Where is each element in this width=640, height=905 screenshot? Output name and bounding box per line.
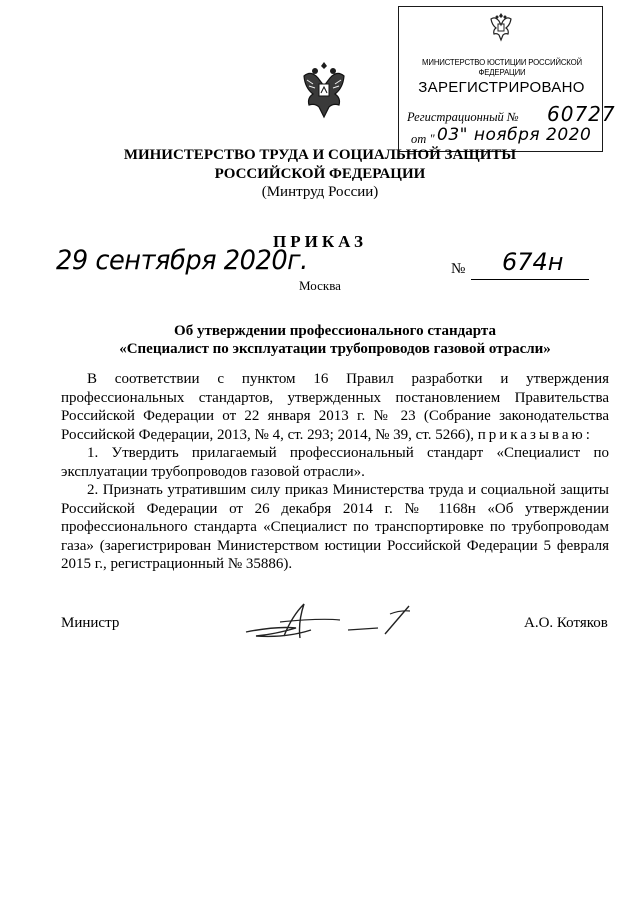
ministry-name-line2: РОССИЙСКОЙ ФЕДЕРАЦИИ <box>214 166 426 182</box>
document-body <box>61 370 609 574</box>
stamp-date-label: от " <box>411 132 435 146</box>
signatory-name: А.О. Котяков <box>524 615 608 631</box>
order-city: Москва <box>299 278 341 293</box>
signatory-role: Министр <box>61 615 120 631</box>
coat-of-arms-icon <box>487 11 515 45</box>
stamp-regno-value: 60727 <box>547 102 616 126</box>
subject-line2: «Специалист по эксплуатации трубопроводов газовой отрасли» <box>119 341 551 357</box>
ministry-name-line1: МИНИСТЕРСТВО ТРУДА И СОЦИАЛЬНОЙ ЗАЩИТЫ <box>123 147 517 163</box>
coat-of-arms-icon <box>301 60 347 124</box>
stamp-ministry: МИНИСТЕРСТВО ЮСТИЦИИ РОССИЙСКОЙ ФЕДЕРАЦИИ <box>422 57 582 77</box>
registration-stamp <box>398 6 616 152</box>
order-item-1: 1. Утвердить прилагаемый профессиональный стандарт «Специалист по эксплуатации трубопроводов газовой отрасли». <box>61 445 609 480</box>
order-number-sign: № <box>451 261 466 277</box>
preamble-paragraph <box>61 370 609 444</box>
preamble-text: В соответствии с пунктом 16 Правил разработки и утверждения профессиональных стандартов, утвержденных постановлением Правительства Российской Федерации от 22 января 2013 г. № 23 (Собрание законодательства Российской Федерации, 2013, № 4, ст. 293; 2014, № 39, ст. 5266), <box>61 371 609 443</box>
stamp-registered-label: ЗАРЕГИСТРИРОВАНО <box>418 79 585 96</box>
subject-line1: Об утверждении профессионального стандарта <box>174 323 496 339</box>
stamp-date-value: 03" ноября 2020 <box>437 125 592 145</box>
handwritten-signature <box>240 600 430 648</box>
document-title: ПРИКАЗ <box>273 232 367 251</box>
preamble-action: приказываю: <box>477 426 593 443</box>
order-number: 674н <box>502 248 564 276</box>
order-date: 29 сентября 2020г. <box>56 245 308 276</box>
ministry-short-name: (Минтруд России) <box>261 184 379 200</box>
order-item-2: 2. Признать утратившим силу приказ Министерства труда и социальной защиты Российской Федерации от 26 декабря 2014 г. № 1168н «Об утверждении профессионального стандарта «Специалист по транспортировке по трубопроводам газа» (зарегистрирован Министерством юстиции Российской Федерации 5 февраля 2015 г., регистрационный № 35886). <box>61 482 609 572</box>
stamp-regno-label: Регистрационный № <box>407 110 519 124</box>
